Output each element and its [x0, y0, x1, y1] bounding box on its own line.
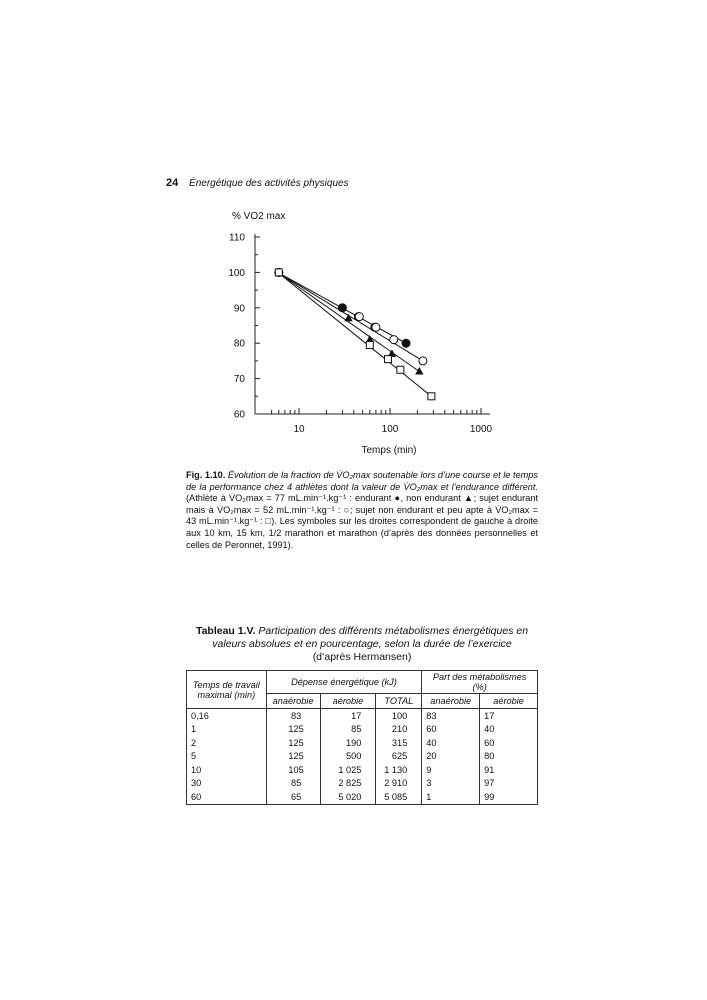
point-filled-circle — [338, 304, 346, 312]
running-title: Énergétique des activités physiques — [189, 178, 349, 189]
point-open-square — [384, 356, 391, 363]
cell-anaerobie-pct: 9 — [422, 763, 480, 777]
cell-anaerobie-kj: 105 — [266, 763, 320, 777]
sub-header-anaerobie-pct: anaérobie — [422, 694, 480, 709]
cell-total-kj: 5 085 — [376, 790, 422, 804]
cell-total-kj: 1 130 — [376, 763, 422, 777]
point-open-square — [275, 269, 282, 276]
sub-header-total: TOTAL — [376, 694, 422, 709]
col-group-depense: Dépense énergétique (kJ) — [266, 671, 422, 694]
cell-aerobie-kj: 500 — [320, 750, 376, 764]
table-caption — [186, 625, 538, 664]
cell-aerobie-kj: 2 825 — [320, 777, 376, 791]
series-line — [278, 272, 420, 371]
table-row — [187, 790, 538, 804]
cell-anaerobie-pct: 83 — [422, 709, 480, 723]
cell-anaerobie-kj: 65 — [266, 790, 320, 804]
col-header-temps: Temps de travail maximal (min) — [187, 671, 267, 709]
cell-aerobie-pct: 99 — [480, 790, 538, 804]
cell-anaerobie-kj: 125 — [266, 736, 320, 750]
table-row — [187, 709, 538, 723]
cell-temps: 0,16 — [187, 709, 267, 723]
point-open-circle — [390, 336, 398, 344]
cell-total-kj: 625 — [376, 750, 422, 764]
cell-anaerobie-kj: 83 — [266, 709, 320, 723]
table-row — [187, 750, 538, 764]
cell-anaerobie-pct: 40 — [422, 736, 480, 750]
y-axis-label: % VO2 max — [232, 211, 286, 222]
cell-temps: 10 — [187, 763, 267, 777]
cell-aerobie-kj: 85 — [320, 723, 376, 737]
sub-header-aerobie-pct: aérobie — [480, 694, 538, 709]
table-row — [187, 736, 538, 750]
y-tick-label: 70 — [233, 374, 245, 386]
cell-temps: 30 — [187, 777, 267, 791]
figure-caption-italic: Évolution de la fraction de V̇O₂max soutenable lors d’une course et le temps de la performance chez 4 athlètes dont la valeur de V̇O₂max et l’endurance différent. — [186, 470, 538, 492]
cell-aerobie-pct: 91 — [480, 763, 538, 777]
point-open-circle — [372, 323, 380, 331]
table-row — [187, 763, 538, 777]
sub-header-anaerobie: anaérobie — [266, 694, 320, 709]
cell-temps: 60 — [187, 790, 267, 804]
point-filled-triangle — [415, 367, 423, 375]
cell-aerobie-kj: 190 — [320, 736, 376, 750]
metabolism-table — [186, 670, 538, 805]
figure-caption — [186, 470, 538, 551]
cell-aerobie-pct: 40 — [480, 723, 538, 737]
cell-total-kj: 2 910 — [376, 777, 422, 791]
cell-anaerobie-pct: 60 — [422, 723, 480, 737]
x-tick-label: 10 — [293, 424, 305, 435]
cell-total-kj: 315 — [376, 736, 422, 750]
cell-total-kj: 210 — [376, 723, 422, 737]
point-open-circle — [419, 357, 427, 365]
vo2max-chart — [0, 0, 707, 470]
cell-temps: 5 — [187, 750, 267, 764]
sub-header-aerobie: aérobie — [320, 694, 376, 709]
cell-aerobie-pct: 60 — [480, 736, 538, 750]
x-axis-label: Temps (min) — [361, 445, 417, 456]
point-open-square — [366, 341, 373, 348]
y-tick-label: 90 — [233, 303, 245, 315]
table-row — [187, 723, 538, 737]
cell-anaerobie-pct: 1 — [422, 790, 480, 804]
figure-label: Fig. 1.10. — [186, 470, 226, 480]
table-caption-rest: (d’après Hermansen) — [312, 651, 412, 663]
cell-aerobie-kj: 1 025 — [320, 763, 376, 777]
cell-aerobie-kj: 5 020 — [320, 790, 376, 804]
page-number: 24 — [166, 177, 179, 189]
figure-caption-rest: (Athlète à V̇O₂max = 77 mL.min⁻¹.kg⁻¹ : endurant ●, non endurant ▲; sujet endurant mais à V̇O₂max = 52 mL.min⁻¹.kg⁻¹ : ○; sujet non endurant et peu apte à V̇O₂max = 43 mL.min⁻¹.kg⁻¹ : □). Les symboles sur les droites correspondent de gauche à droite aux 10 km, 15 km, 1/2 marathon et marathon (d’après des données personnelles et celles de Peronnet, 1991). — [186, 493, 538, 550]
col-group-part: Part des métabolismes (%) — [422, 671, 538, 694]
cell-aerobie-pct: 80 — [480, 750, 538, 764]
series-line — [278, 272, 432, 396]
cell-anaerobie-pct: 3 — [422, 777, 480, 791]
cell-anaerobie-kj: 125 — [266, 750, 320, 764]
cell-aerobie-pct: 17 — [480, 709, 538, 723]
cell-temps: 2 — [187, 736, 267, 750]
cell-total-kj: 100 — [376, 709, 422, 723]
cell-aerobie-kj: 17 — [320, 709, 376, 723]
x-tick-label: 1000 — [469, 424, 493, 435]
table-label: Tableau 1.V. — [195, 625, 256, 637]
y-tick-label: 100 — [228, 267, 245, 279]
y-tick-label: 80 — [233, 338, 245, 350]
series-line — [278, 272, 423, 361]
point-filled-circle — [402, 339, 410, 347]
y-tick-label: 60 — [233, 409, 245, 421]
cell-anaerobie-kj: 125 — [266, 723, 320, 737]
point-open-square — [397, 366, 404, 373]
cell-anaerobie-pct: 20 — [422, 750, 480, 764]
point-open-square — [428, 393, 435, 400]
table-row — [187, 777, 538, 791]
x-tick-label: 100 — [381, 424, 399, 435]
cell-aerobie-pct: 97 — [480, 777, 538, 791]
y-tick-label: 110 — [229, 232, 245, 244]
table-caption-italic: Participation des différents métabolismes énergétiques en valeurs absolues et en pourcentage, selon la durée de l’exercice — [212, 625, 529, 650]
point-open-circle — [355, 313, 363, 321]
cell-temps: 1 — [187, 723, 267, 737]
cell-anaerobie-kj: 85 — [266, 777, 320, 791]
